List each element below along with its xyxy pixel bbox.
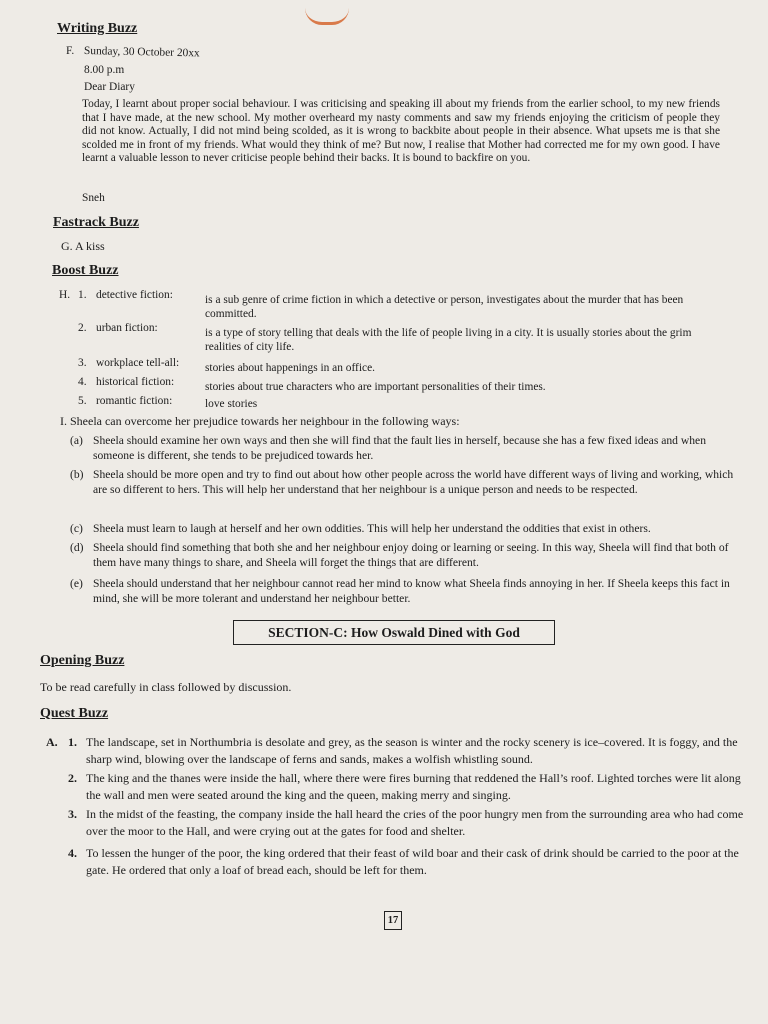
- boost-item-number: 2.: [78, 322, 87, 334]
- point-marker: (b): [70, 468, 84, 481]
- writing-buzz-heading: Writing Buzz: [57, 21, 138, 36]
- page-number: 17: [384, 911, 402, 930]
- answer-text: The king and the thanes were inside the hall, where there were fires burning that reddened the Hall’s roof. Lighted torches were lit along the wall and men were seated around the king and the queen, making merry and singing.: [86, 771, 741, 802]
- answer-text: To lessen the hunger of the poor, the king ordered that their feast of wild boar and their cask of drink should be carried to the poor at the gate. He ordered that only a loaf of bread each, should be left for them.: [86, 846, 739, 877]
- answer-number: 3.: [68, 807, 77, 821]
- question-i: I. Sheela can overcome her prejudice towards her neighbour in the following ways:: [60, 414, 460, 428]
- point-text: Sheela should examine her own ways and then she will find that the fault lies in herself, because she has a few fixed ideas and when someone is different, she tends to be prejudiced towards her.: [93, 434, 706, 462]
- boost-item-term: urban fiction:: [96, 322, 158, 334]
- answer-text: In the midst of the feasting, the company inside the hall heard the cries of the poor hungry men from the surrounding area who had come over the moor to the Hall, and were crying out at the gates for food and shelter.: [86, 807, 744, 838]
- diary-date: Sunday, 30 October 20xx: [83, 45, 200, 60]
- fastrack-answer: G. A kiss: [61, 239, 105, 253]
- section-title-box: SECTION-C: How Oswald Dined with God: [233, 620, 555, 645]
- point-text: Sheela should find something that both she and her neighbour enjoy doing or learning or seeing. In this way, Sheela will find that both of them have many things to share, and Sheela will forget the things that are different.: [93, 541, 729, 569]
- quest-answer: [68, 806, 746, 840]
- prejudice-point: [70, 540, 735, 570]
- point-marker: (c): [70, 522, 83, 535]
- prejudice-point: [70, 521, 735, 536]
- point-text: Sheela should be more open and try to find out about how other people across the world have different ways of living and working, which are so different to hers. This will help her understand that her neighbour is a unique person and needs to be respected.: [93, 468, 734, 496]
- boost-item-definition: stories about true characters who are important personalities of their times.: [205, 381, 546, 393]
- boost-item-term: romantic fiction:: [96, 395, 173, 407]
- quest-buzz-heading: Quest Buzz: [40, 706, 109, 721]
- answer-number: 4.: [68, 846, 77, 860]
- diary-body: Today, I learnt about proper social behaviour. I was criticising and speaking ill about my friends from the earlier school, to my new friends that I have made, at the new school. My mother overheard my nasty comments and saw my friends enjoying the criticism of people they did not know. Actually, I did not mind being scolded, as it is wrong to backbite about people in their absence. What upsets me is that she scolded me in front of my friends. What would they think of me? But now, I realise that Mother had corrected me for my own good. I have learnt a valuable lesson to never criticise people behind their backs. It is bound to backfire on you.: [82, 98, 720, 165]
- point-marker: (a): [70, 434, 83, 447]
- point-marker: (e): [70, 577, 83, 590]
- prejudice-point: [70, 467, 735, 497]
- diary-signature: Sneh: [82, 192, 105, 204]
- question-label-a: A.: [46, 735, 58, 749]
- quest-answer: [68, 770, 746, 804]
- boost-item-term: historical fiction:: [96, 376, 175, 388]
- boost-item-number: 1.: [78, 289, 87, 301]
- boost-item-number: 3.: [78, 357, 87, 369]
- boost-buzz-heading: Boost Buzz: [52, 263, 119, 278]
- boost-item-definition: is a sub genre of crime fiction in which a detective or person, investigates about the murder that has been committed.: [205, 294, 684, 320]
- fastrack-buzz-heading: Fastrack Buzz: [53, 215, 139, 230]
- boost-item-number: 5.: [78, 395, 87, 407]
- prejudice-point: [70, 576, 735, 606]
- quest-answer: [68, 845, 746, 879]
- diary-time: 8.00 p.m: [84, 64, 125, 76]
- boost-item-number: 4.: [78, 376, 87, 388]
- decorative-arc: [305, 8, 349, 25]
- prejudice-point: [70, 433, 735, 463]
- question-label-h: H.: [59, 289, 71, 301]
- answer-number: 2.: [68, 771, 77, 785]
- boost-item-term: workplace tell-all:: [96, 357, 180, 369]
- quest-answer: [68, 734, 746, 768]
- point-text: Sheela must learn to laugh at herself and her own oddities. This will help her understand the oddities that exist in others.: [93, 522, 651, 535]
- answer-text: The landscape, set in Northumbria is desolate and grey, as the season is winter and the rocky scenery is ice–covered. It is foggy, and the sharp wind, blowing over the landscape of ferns and sands, makes a wolfish whistling sound.: [86, 735, 738, 766]
- diary-salutation: Dear Diary: [84, 81, 135, 93]
- question-label-f: F.: [66, 45, 75, 57]
- boost-item-definition: love stories: [205, 398, 258, 410]
- point-text: Sheela should understand that her neighbour cannot read her mind to know what Sheela finds annoying in her. If Sheela keeps this fact in mind, she will be more tolerant and understand her neighbour better.: [93, 577, 730, 605]
- point-marker: (d): [70, 541, 84, 554]
- boost-item-definition: is a type of story telling that deals with the life of people living in a city. It is usually stories about the grim realities of city life.: [205, 327, 692, 353]
- opening-buzz-text: To be read carefully in class followed by discussion.: [40, 680, 292, 694]
- boost-item-term: detective fiction:: [96, 289, 173, 301]
- boost-item-definition: stories about happenings in an office.: [205, 362, 375, 374]
- answer-number: 1.: [68, 735, 77, 749]
- opening-buzz-heading: Opening Buzz: [40, 653, 125, 668]
